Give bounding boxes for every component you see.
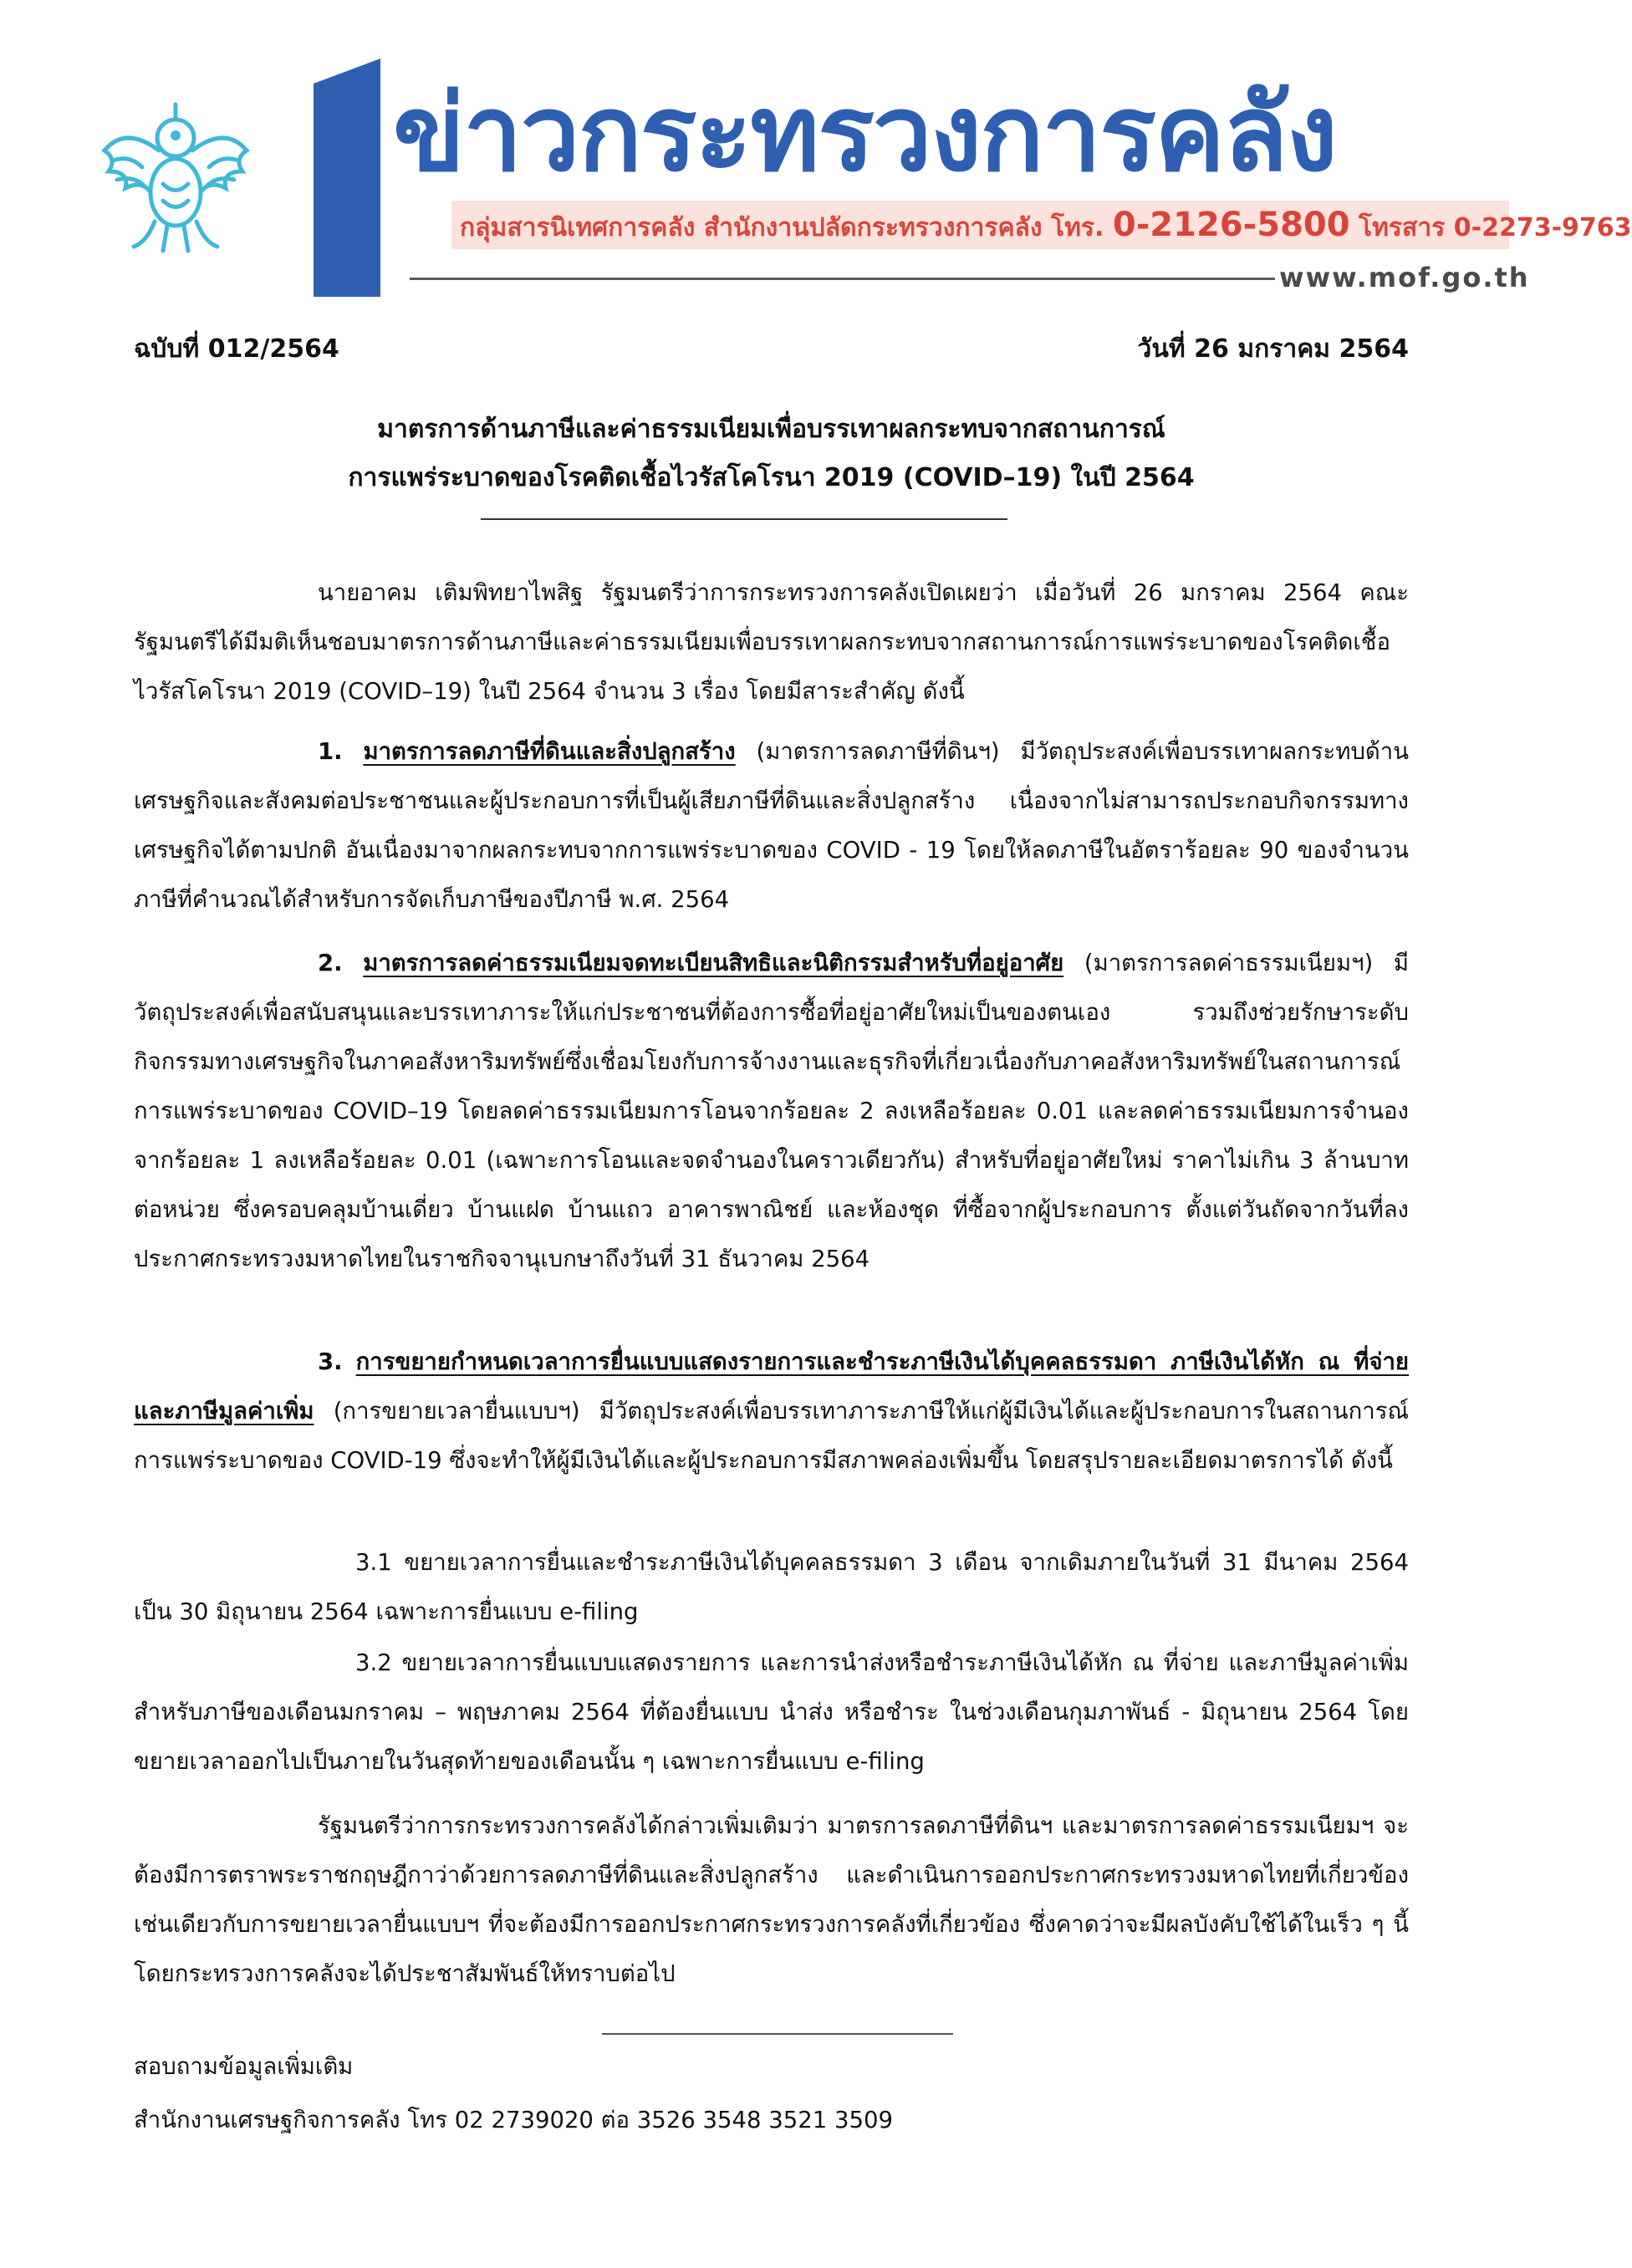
masthead-website: www.mof.go.th [1279,262,1530,293]
measure-3-title: การขยายกำหนดเวลาการยื่นแบบแสดงรายการและชำระภาษีเงินได้บุคคลธรรมดา ภาษีเงินได้หัก ณ ที่จ่าย และภาษีมูลค่าเพิ่ม [134,1348,1410,1425]
contact-label: สอบถามข้อมูลเพิ่มเติม [134,2053,354,2080]
masthead-title: ข่าวกระทรวงการคลัง [393,72,1337,195]
measure-3-body: (การขยายเวลายื่นแบบฯ) มีวัตถุประสงค์เพื่อบรรเทาภาระภาษีให้แก่ผู้มีเงินได้และผู้ประกอบการในสถานการณ์การแพร่ระบาดของ COVID-19 ซึ่งจะทำให้ผู้มีเงินได้และผู้ประกอบการมีสภาพคล่องเพิ่มขึ้น โดยสรุปรายละเอียดมาตรการได้ ดังนี้ [134,1398,1409,1474]
measure-2-paragraph [134,939,1409,1284]
measure-2-title: มาตรการลดค่าธรรมเนียมจดทะเบียนสิทธิและนิติกรรมสำหรับที่อยู่อาศัย [363,950,1064,976]
issue-number: ฉบับที่ 012/2564 [134,334,339,364]
measure-1-body: (มาตรการลดภาษีที่ดินฯ) มีวัตถุประสงค์เพื่อบรรเทาผลกระทบด้านเศรษฐกิจและสังคมต่อประชาชนและผู้ประกอบการที่เป็นผู้เสียภาษีที่ดินและสิ่งปลูกสร้าง เนื่องจากไม่สามารถประกอบกิจกรรมทางเศรษฐกิจได้ตามปกติ อันเนื่องมาจากผลกระทบจากการแพร่ระบาดของ COVID - 19 โดยให้ลดภาษีในอัตราร้อยละ 90 ของจำนวนภาษีที่คำนวณได้สำหรับการจัดเก็บภาษีของปีภาษี พ.ศ. 2564 [134,738,1410,913]
headline [134,405,1409,502]
measure-1-paragraph [134,727,1409,925]
headline-line-1: มาตรการด้านภาษีและค่าธรรมเนียมเพื่อบรรเทาผลกระทบจากสถานการณ์ [377,415,1165,444]
closing-paragraph [134,1802,1409,1999]
contact-block [134,2040,1409,2147]
closing-text: รัฐมนตรีว่าการกระทรวงการคลังได้กล่าวเพิ่มเติมว่า มาตรการลดภาษีที่ดินฯ และมาตรการลดค่าธรรมเนียมฯ จะต้องมีการตราพระราชกฤษฎีกาว่าด้วยการลดภาษีที่ดินและสิ่งปลูกสร้าง และดำเนินการออกประกาศกระทรวงมหาดไทยที่เกี่ยวข้อง เช่นเดียวกับการขยายเวลายื่นแบบฯ ที่จะต้องมีการออกประกาศกระทรวงการคลังที่เกี่ยวข้อง ซึ่งคาดว่าจะมีผลบังคับใช้ได้ในเร็ว ๆ นี้ โดยกระทรวงการคลังจะได้ประชาสัมพันธ์ให้ทราบต่อไป [134,1812,1409,1987]
masthead-fax: โทรสาร 0-2273-9763 [1359,213,1632,242]
masthead-bar [314,59,380,297]
intro-text: นายอาคม เติมพิทยาไพสิฐ รัฐมนตรีว่าการกระทรวงการคลังเปิดเผยว่า เมื่อวันที่ 26 มกราคม 2564 คณะรัฐมนตรีได้มีมติเห็นชอบมาตรการด้านภาษีและค่าธรรมเนียมเพื่อบรรเทาผลกระทบจากสถานการณ์การแพร่ระบาดของโรคติดเชื้อไวรัสโคโรนา 2019 (COVID–19) ในปี 2564 จำนวน 3 เรื่อง โดยมีสาระสำคัญ ดังนี้ [134,579,1409,705]
end-divider [602,2033,953,2035]
masthead [84,33,1632,309]
intro-paragraph [134,568,1409,716]
masthead-phone: 0-2126-5800 [1112,206,1350,244]
measure-1-number: 1. [318,738,343,765]
measure-3-paragraph [134,1338,1409,1486]
measure-1-title: มาตรการลดภาษีที่ดินและสิ่งปลูกสร้าง [363,738,736,765]
issue-row [134,326,1409,373]
masthead-office: กลุ่มสารนิเทศการคลัง สำนักงานปลัดกระทรวงการคลัง โทร. [460,213,1104,242]
measure-3-sub-1-text: 3.1 ขยายเวลาการยื่นและชำระภาษีเงินได้บุคคลธรรมดา 3 เดือน จากเดิมภายในวันที่ 31 มีนาคม 2564 เป็น 30 มิถุนายน 2564 เฉพาะการยื่นแบบ e-filing [134,1549,1409,1625]
measure-2-body: (มาตรการลดค่าธรรมเนียมฯ) มีวัตถุประสงค์เพื่อสนับสนุนและบรรเทาภาระให้แก่ประชาชนที่ต้องการซื้อที่อยู่อาศัยใหม่เป็นของตนเอง รวมถึงช่วยรักษาระดับกิจกรรมทางเศรษฐกิจในภาคอสังหาริมทรัพย์ซึ่งเชื่อมโยงกับการจ้างงานและธุรกิจที่เกี่ยวเนื่องกับภาคอสังหาริมทรัพย์ในสถานการณ์การแพร่ระบาดของ COVID–19 โดยลดค่าธรรมเนียมการโอนจากร้อยละ 2 ลงเหลือร้อยละ 0.01 และลดค่าธรรมเนียมการจำนองจากร้อยละ 1 ลงเหลือร้อยละ 0.01 (เฉพาะการโอนและจดจำนองในคราวเดียวกัน) สำหรับที่อยู่อาศัยใหม่ ราคาไม่เกิน 3 ล้านบาทต่อหน่วย ซึ่งครอบคลุมบ้านเดี่ยว บ้านแฝด บ้านแถว อาคารพาณิชย์ และห้องชุด ที่ซื้อจากผู้ประกอบการ ตั้งแต่วันถัดจากวันที่ลงประกาศกระทรวงมหาดไทยในราชกิจจานุเบกษาถึงวันที่ 31 ธันวาคม 2564 [134,950,1409,1272]
masthead-divider [410,278,1275,280]
measure-3-sub-2-text: 3.2 ขยายเวลาการยื่นแบบแสดงรายการ และการนำส่งหรือชำระภาษีเงินได้หัก ณ ที่จ่าย และภาษีมูลค่าเพิ่มสำหรับภาษีของเดือนมกราคม – พฤษภาคม 2564 ที่ต้องยื่นแบบ นำส่ง หรือชำระ ในช่วงเดือนกุมภาพันธ์ - มิถุนายน 2564 โดยขยายเวลาออกไปเป็นภายในวันสุดท้ายของเดือนนั้น ๆ เฉพาะการยื่นแบบ e-filing [134,1649,1409,1775]
headline-line-2: การแพร่ระบาดของโรคติดเชื้อไวรัสโคโรนา 2019 (COVID–19) ในปี 2564 [348,463,1195,492]
headline-divider [481,518,1007,520]
garuda-emblem-icon [92,92,259,259]
measure-3-sub-2 [134,1639,1409,1786]
contact-detail: สำนักงานเศรษฐกิจการคลัง โทร 02 2739020 ต่อ 3526 3548 3521 3509 [134,2107,893,2133]
measure-2-number: 2. [318,950,343,976]
issue-date: วันที่ 26 มกราคม 2564 [1137,334,1409,364]
measure-3-sub-1 [134,1538,1409,1637]
masthead-contact-strip [451,201,1632,249]
measure-3-number: 3. [318,1348,343,1375]
